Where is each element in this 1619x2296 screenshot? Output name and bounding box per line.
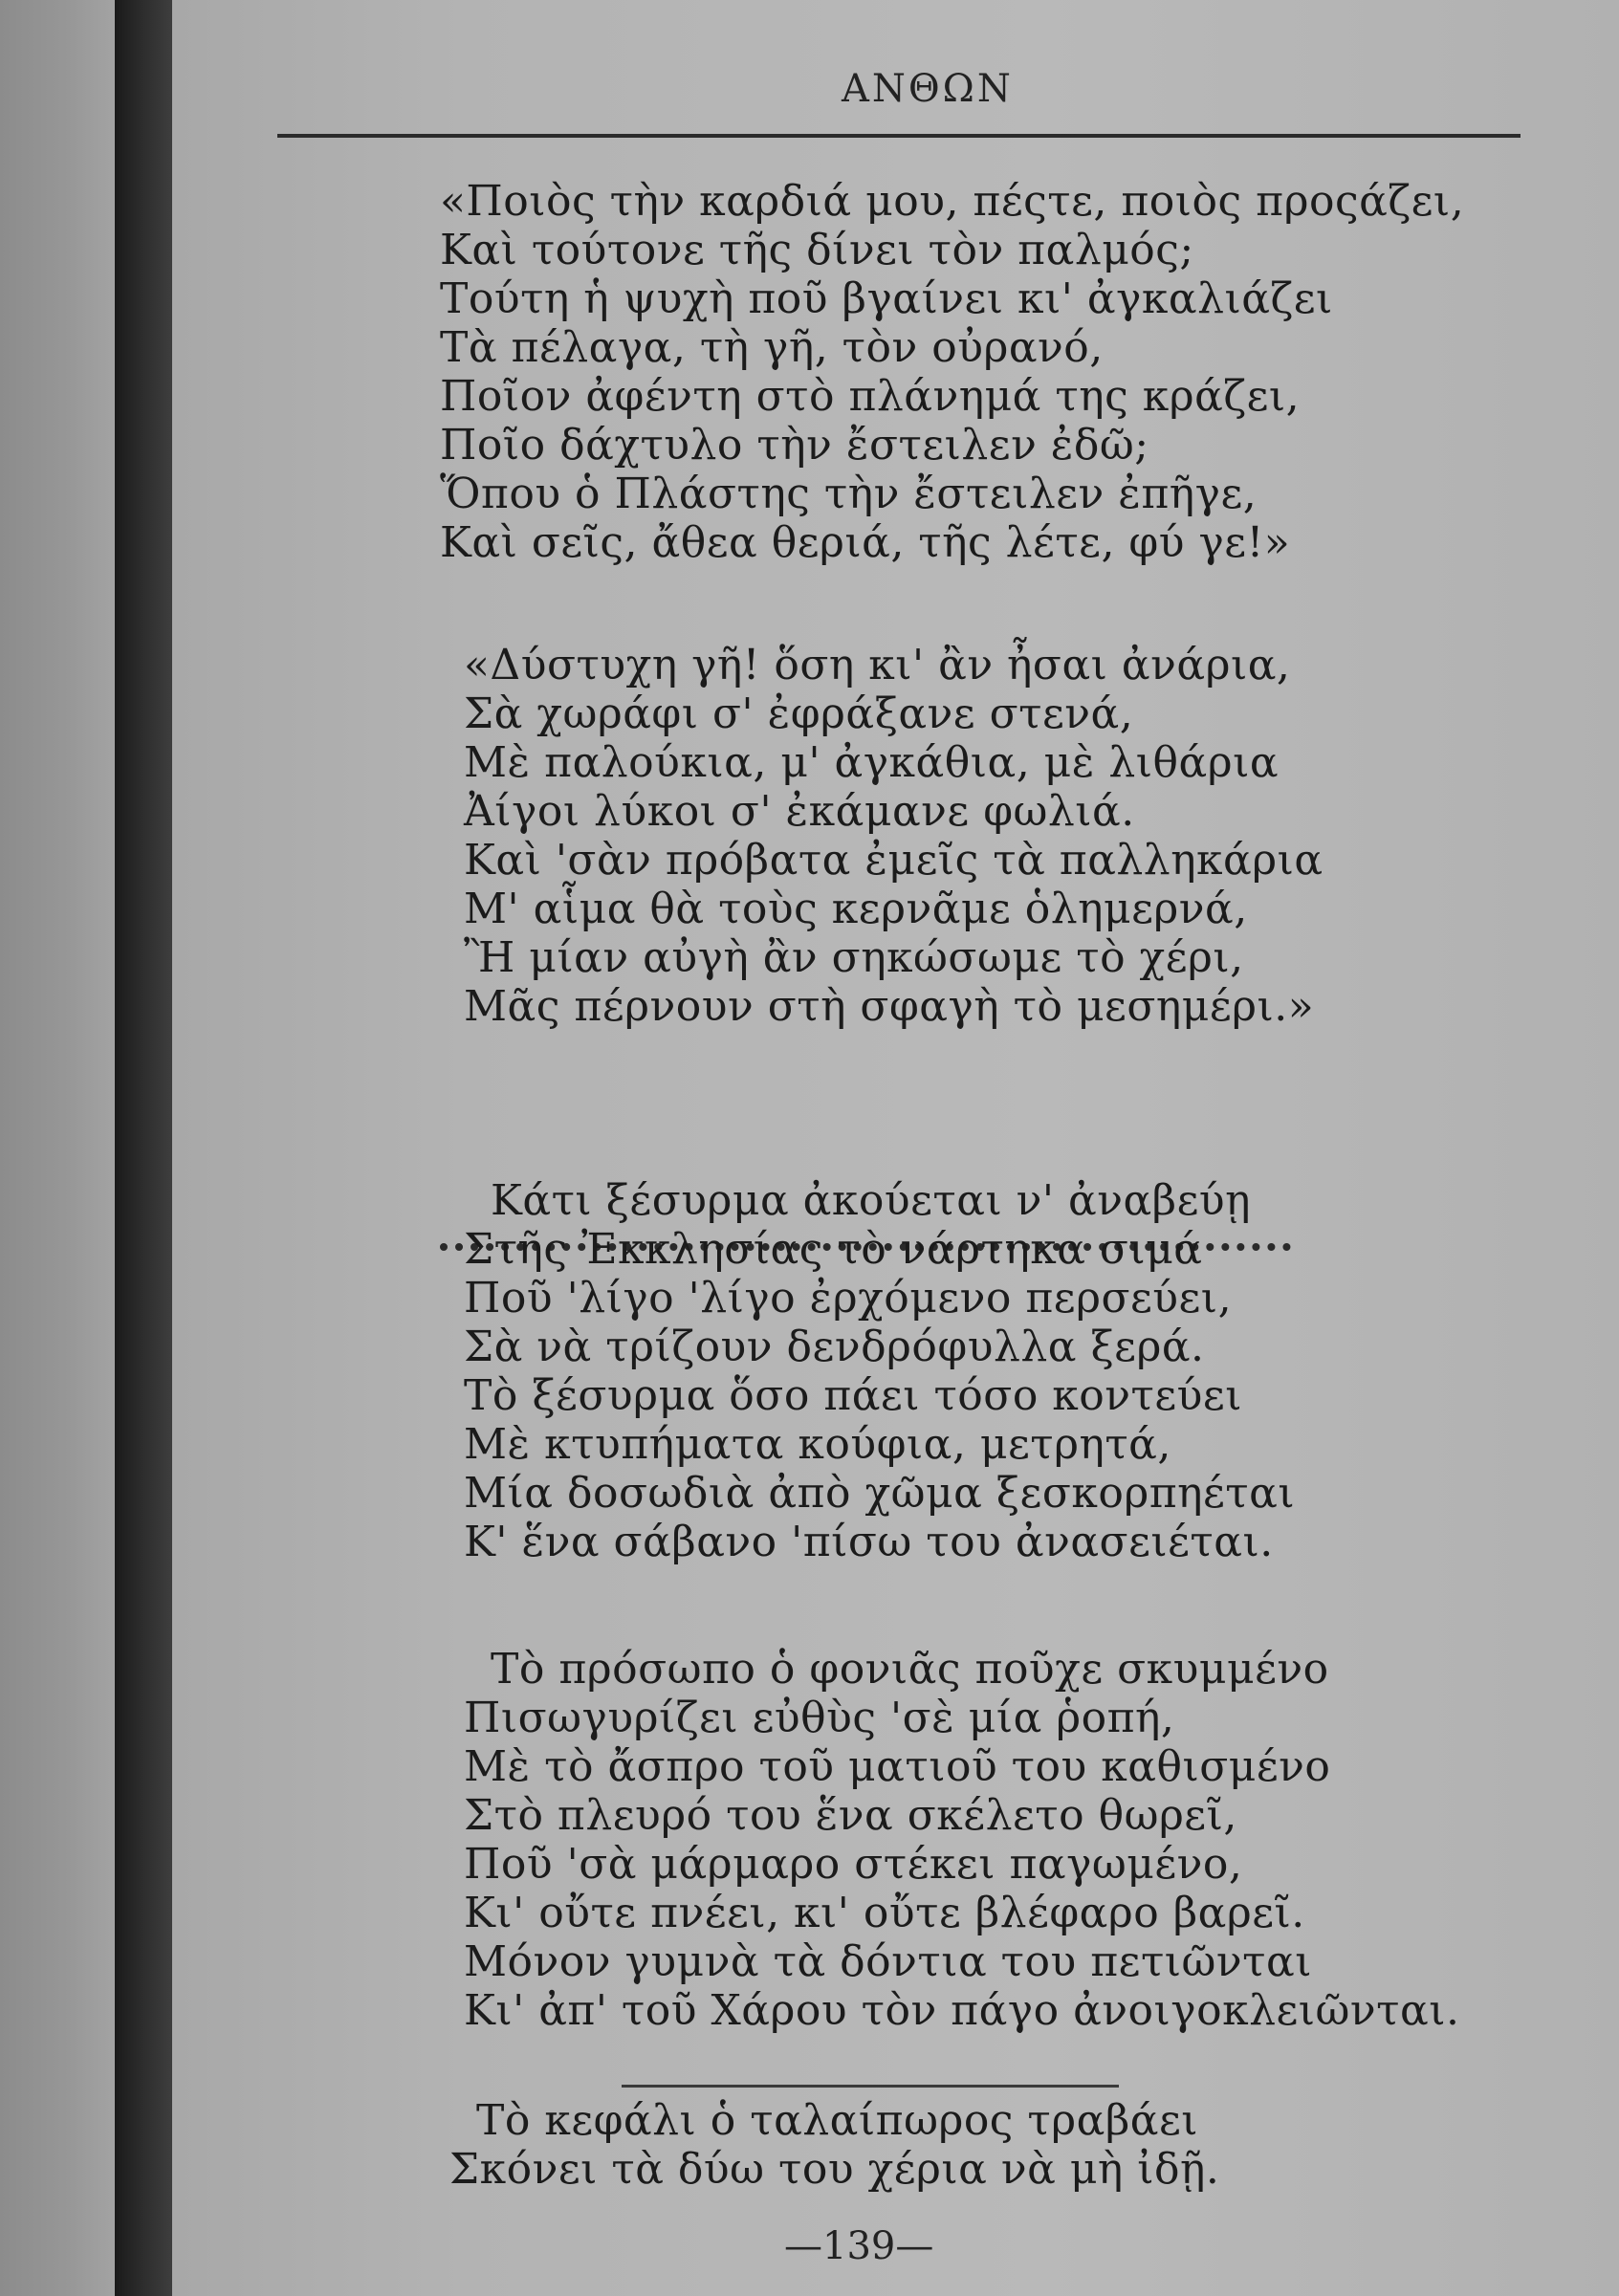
verse-line: «Δύστυχη γῆ! ὅση κι' ἂν ἦσαι ἀνάρια, (464, 641, 1291, 689)
section-rule (622, 2085, 1119, 2088)
verse-line: Κι' ἀπ' τοῦ Χάρου τὸν πάγο ἀνοιγοκλειῶνται. (464, 1986, 1460, 2035)
verse-line: Μόνον γυμνὰ τὰ δόντια του πετιῶνται (464, 1937, 1312, 1986)
verse-line: Σὰ χωράφι σ' ἐφράξανε στενά, (464, 689, 1134, 738)
stanza-5 (449, 2096, 1219, 2194)
verse-line: Τὰ πέλαγα, τὴ γῆ, τὸν οὐρανό, (440, 323, 1104, 372)
verse-line: Στὸ πλευρό του ἕνα σκέλετο θωρεῖ, (464, 1791, 1237, 1840)
verse-line: Σὰ νὰ τρίζουν δενδρόφυλλα ξερά. (464, 1323, 1205, 1371)
verse-line: «Ποιὸς τὴν καρδιά μου, πέςτε, ποιὸς προςάζει, (440, 177, 1465, 226)
verse-line: Κι' οὔτε πνέει, κι' οὔτε βλέφαρο βαρεῖ. (464, 1889, 1305, 1937)
verse-line: Μία δοσωδιὰ ἀπὸ χῶμα ξεσκορπηέται (464, 1469, 1296, 1518)
stanza-4 (464, 1645, 1459, 2035)
left-margin (0, 0, 115, 2296)
verse-line: Μ' αἷμα θὰ τοὺς κερνᾶμε ὁλημερνά, (464, 885, 1248, 933)
verse-line: Τούτη ἡ ψυχὴ ποῦ βγαίνει κι' ἀγκαλιάζει (440, 274, 1333, 323)
verse-line: Μὲ τὸ ἄσπρο τοῦ ματιοῦ του καθισμένο (464, 1742, 1331, 1791)
verse-line: Τὸ κεφάλι ὁ ταλαίπωρος τραβάει (476, 2096, 1199, 2145)
verse-line: Μᾶς πέρνουν στὴ σφαγὴ τὸ μεσημέρι.» (464, 982, 1315, 1031)
stanza-2 (464, 641, 1324, 1031)
header-rule (277, 134, 1521, 138)
verse-line: Ποῦ 'λίγο 'λίγο ἐρχόμενο περσεύει, (464, 1274, 1233, 1323)
verse-line: Ποῖον ἀφέντη στὸ πλάνημά της κράζει, (440, 372, 1301, 421)
verse-line: Κ' ἕνα σάβανο 'πίσω του ἀνασειέται. (464, 1518, 1274, 1566)
verse-line: Τὸ ξέσυρμα ὅσο πάει τόσο κοντεύει (464, 1371, 1242, 1420)
verse-line: Ἢ μίαν αὐγὴ ἂν σηκώσωμε τὸ χέρι, (464, 933, 1244, 982)
verse-line: Καὶ σεῖς, ἄθεα θεριά, τῆς λέτε, φύ γε!» (440, 518, 1291, 567)
verse-line: Κάτι ξέσυρμα ἀκούεται ν' ἀναβεύῃ (491, 1176, 1252, 1225)
verse-line: Στῆς Ἐκκλησίας τὸ νάρτηκα σιμά (464, 1225, 1203, 1274)
verse-line: Ὅπου ὁ Πλάστης τὴν ἔστειλεν ἐπῆγε, (440, 470, 1258, 518)
verse-line: Τὸ πρόσωπο ὁ φονιᾶς ποῦχε σκυμμένο (491, 1645, 1329, 1694)
verse-line: Ἀίγοι λύκοι σ' ἐκάμανε φωλιά. (464, 787, 1135, 836)
verse-line: Μὲ κτυπήματα κούφια, μετρητά, (464, 1420, 1171, 1469)
running-head: ΑΝΘΩΝ (842, 67, 1014, 111)
verse-line: Μὲ παλούκια, μ' ἀγκάθια, μὲ λιθάρια (464, 738, 1280, 787)
verse-line: Πισωγυρίζει εὐθὺς 'σὲ μία ῥοπή, (464, 1694, 1175, 1742)
verse-line: Καὶ 'σὰν πρόβατα ἐμεῖς τὰ παλληκάρια (464, 836, 1324, 885)
stanza-3 (464, 1176, 1295, 1566)
book-spine (115, 0, 172, 2296)
stanza-1 (440, 177, 1464, 567)
verse-line: Ποῖο δάχτυλο τὴν ἔστειλεν ἐδῶ; (440, 421, 1149, 470)
verse-line: Σκόνει τὰ δύω του χέρια νὰ μὴ ἰδῇ. (449, 2145, 1220, 2194)
page-number: —139— (784, 2224, 934, 2268)
verse-line: Ποῦ 'σὰ μάρμαρο στέκει παγωμένο, (464, 1840, 1243, 1889)
verse-line: Καὶ τούτονε τῆς δίνει τὸν παλμός; (440, 226, 1194, 274)
